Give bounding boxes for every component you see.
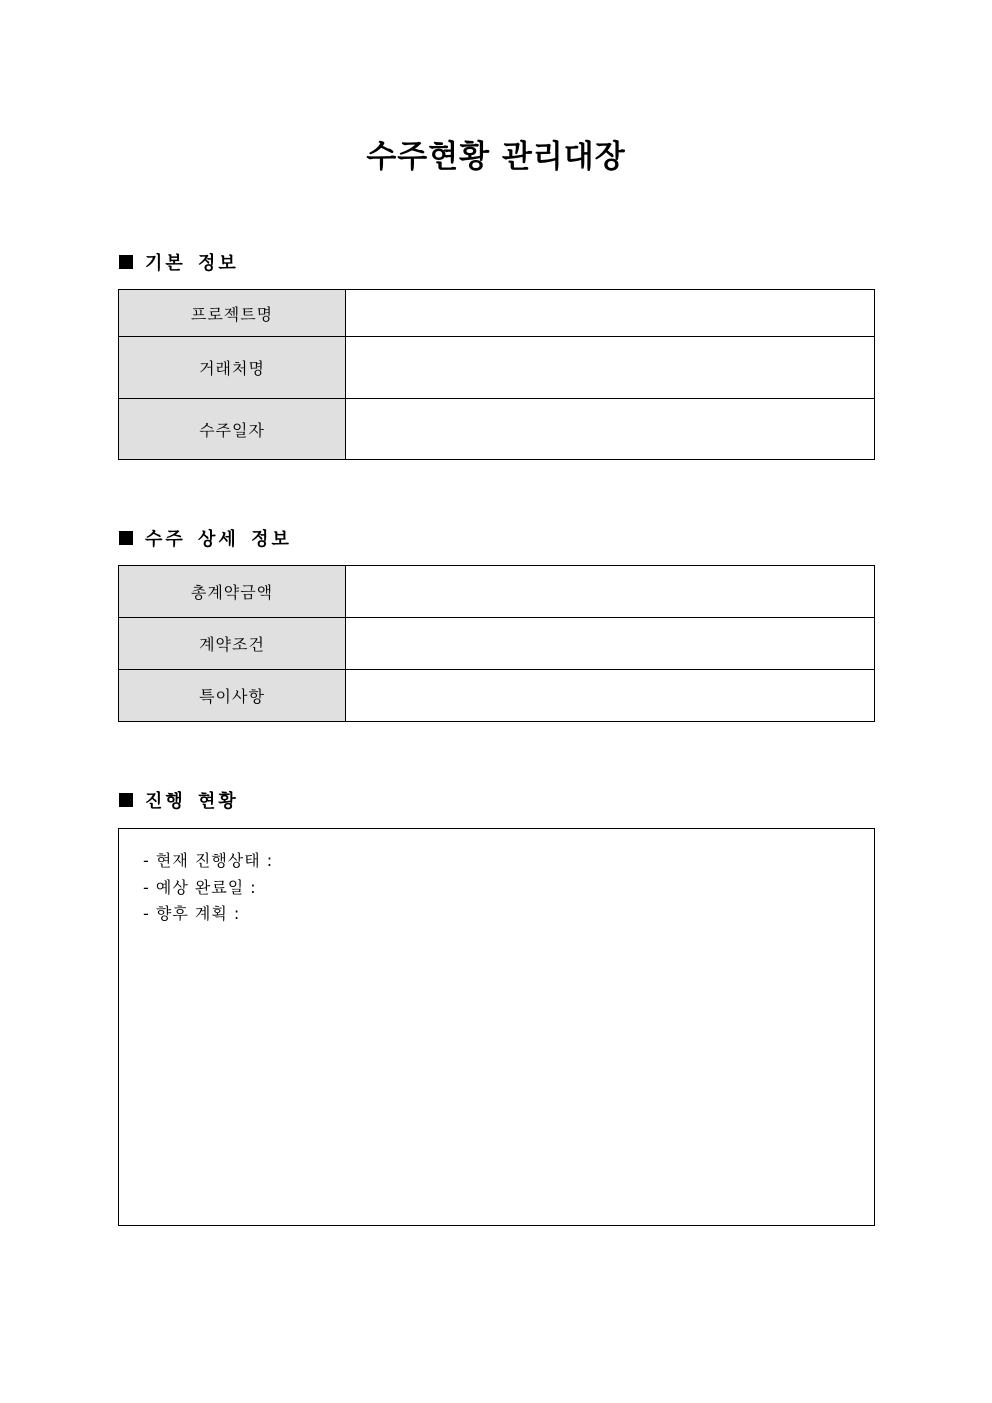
section-heading-detail-text: 수주 상세 정보 bbox=[145, 529, 292, 550]
special-notes-label: 특이사항 bbox=[119, 670, 346, 722]
table-row bbox=[119, 399, 875, 460]
section-heading-detail bbox=[119, 527, 292, 553]
client-name-value[interactable] bbox=[346, 337, 875, 399]
table-row bbox=[119, 290, 875, 337]
expected-completion-line: - 예상 완료일 : bbox=[143, 877, 257, 897]
order-date-label: 수주일자 bbox=[119, 399, 346, 460]
contract-terms-value[interactable] bbox=[346, 618, 875, 670]
table-row bbox=[119, 566, 875, 618]
section-heading-basic-text: 기본 정보 bbox=[145, 253, 239, 274]
square-bullet-icon bbox=[119, 531, 133, 545]
section-heading-progress-text: 진행 현황 bbox=[145, 791, 239, 812]
section-heading-basic bbox=[119, 251, 239, 277]
table-row bbox=[119, 670, 875, 722]
future-plan-line: - 향후 계획 : bbox=[143, 904, 241, 923]
table-row bbox=[119, 337, 875, 399]
section-heading-progress bbox=[119, 789, 239, 815]
page-title: 수주현황 관리대장 bbox=[366, 139, 626, 175]
project-name-value[interactable] bbox=[346, 290, 875, 337]
contract-terms-label: 계약조건 bbox=[119, 618, 346, 670]
detail-info-table bbox=[118, 565, 875, 722]
basic-info-table bbox=[118, 289, 875, 460]
total-contract-amount-value[interactable] bbox=[346, 566, 875, 618]
total-contract-amount-label: 총계약금액 bbox=[119, 566, 346, 618]
progress-list bbox=[143, 848, 273, 928]
order-date-value[interactable] bbox=[346, 399, 875, 460]
progress-status-box[interactable] bbox=[118, 828, 875, 1226]
project-name-label: 프로젝트명 bbox=[119, 290, 346, 337]
table-row bbox=[119, 618, 875, 670]
client-name-label: 거래처명 bbox=[119, 337, 346, 399]
square-bullet-icon bbox=[119, 793, 133, 807]
special-notes-value[interactable] bbox=[346, 670, 875, 722]
square-bullet-icon bbox=[119, 255, 133, 269]
current-status-line: - 현재 진행상태 : bbox=[143, 851, 274, 870]
